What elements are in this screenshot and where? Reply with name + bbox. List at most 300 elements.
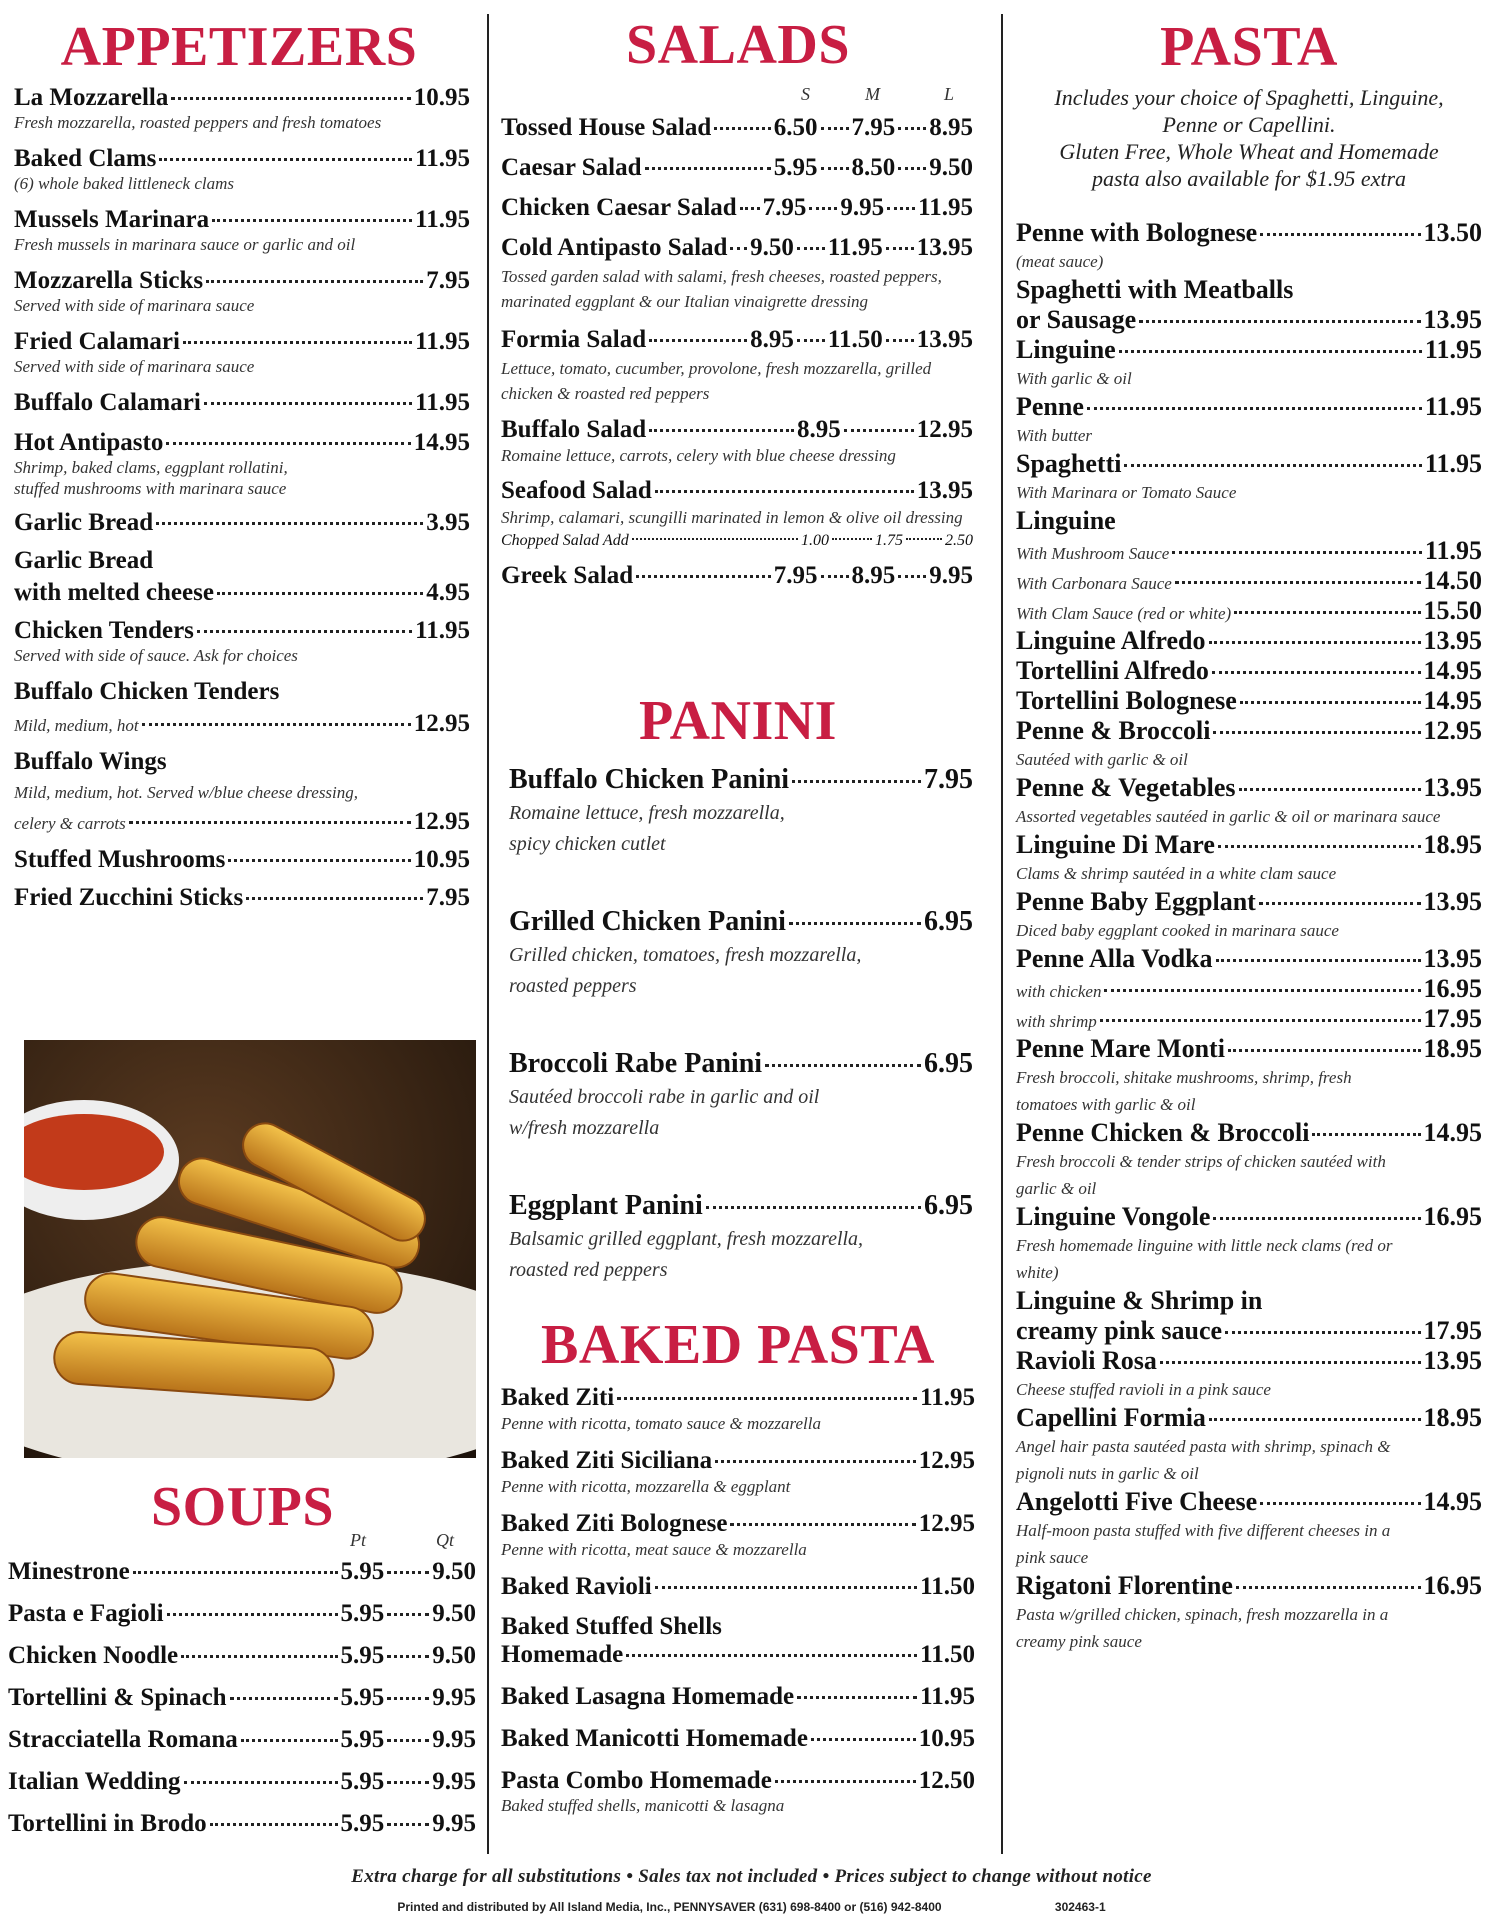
menu-item-price: 11.95 xyxy=(920,1384,975,1411)
menu-item-price: 9.50 xyxy=(929,154,973,181)
leader-dots xyxy=(217,592,423,595)
menu-item-price: 10.95 xyxy=(413,846,470,873)
leader-dots xyxy=(156,522,423,525)
menu-item-name: Angelotti Five Cheese xyxy=(1016,1487,1258,1516)
menu-item-name: Eggplant Panini xyxy=(509,1190,703,1221)
menu-item-name: Caesar Salad xyxy=(501,154,642,181)
menu-item-name: Baked Manicotti Homemade xyxy=(501,1725,808,1752)
leader-dots xyxy=(821,127,849,130)
salad-size-s: S xyxy=(801,84,810,104)
leader-dots xyxy=(1260,1502,1420,1505)
leader-dots xyxy=(246,897,423,900)
menu-item-price: 11.95 xyxy=(415,617,470,644)
pasta-row xyxy=(1016,536,1482,566)
appetizer-row xyxy=(14,710,470,738)
leader-dots xyxy=(626,1654,917,1657)
menu-item-price: 18.95 xyxy=(1423,1403,1482,1432)
menu-item-description: celery & carrots xyxy=(14,814,126,833)
salad-row xyxy=(501,114,973,142)
menu-item-price: 5.95 xyxy=(340,1726,385,1753)
leader-dots xyxy=(387,1781,429,1784)
menu-item-price: 8.95 xyxy=(929,114,973,141)
menu-item-name: Rigatoni Florentine xyxy=(1016,1571,1233,1600)
menu-item-description: Penne with ricotta, mozzarella & eggplant xyxy=(501,1477,791,1496)
soup-size-pt: Pt xyxy=(350,1530,366,1550)
menu-item-price: 11.95 xyxy=(415,389,470,416)
menu-item-description: Half-moon pasta stuffed with five different cheeses in a xyxy=(1016,1521,1391,1540)
menu-item-description: Penne with ricotta, tomato sauce & mozzarella xyxy=(501,1414,821,1433)
menu-item-price: 9.95 xyxy=(432,1726,476,1753)
leader-dots xyxy=(655,490,914,493)
pasta-list xyxy=(1016,218,1482,1655)
menu-item-description: Romaine lettuce, fresh mozzarella, xyxy=(509,802,785,824)
menu-item-price: 9.50 xyxy=(432,1600,476,1627)
menu-item-price: 9.95 xyxy=(929,562,973,589)
pasta-intro-line: Penne or Capellini. xyxy=(1162,112,1336,137)
column-divider-left xyxy=(487,14,489,1854)
menu-item-description: creamy pink sauce xyxy=(1016,1632,1142,1651)
panini-list xyxy=(509,764,973,1286)
leader-dots xyxy=(1225,1331,1420,1334)
pasta-intro-line: pasta also available for $1.95 extra xyxy=(1091,166,1407,191)
menu-item-price: 7.95 xyxy=(851,114,896,141)
pasta-row xyxy=(1016,656,1482,686)
menu-item-name: Tortellini in Brodo xyxy=(8,1810,207,1837)
menu-item-name: Pasta e Fagioli xyxy=(8,1600,164,1627)
menu-item-name: Chopped Salad Add xyxy=(501,532,629,549)
menu-item-price: 12.50 xyxy=(918,1767,975,1794)
menu-item-name: Baked Clams xyxy=(14,145,157,172)
leader-dots xyxy=(387,1697,429,1700)
menu-item-price: 11.95 xyxy=(827,234,883,261)
menu-item-description: Served with side of marinara sauce xyxy=(14,357,255,376)
footer-printed: Printed and distributed by All Island Media, Inc., PENNYSAVER (631) 698-8400 or (516) 942-8400 xyxy=(397,1900,942,1914)
appetizer-row xyxy=(14,389,470,417)
pasta-row xyxy=(1016,1118,1482,1148)
pasta-row xyxy=(1016,716,1482,746)
menu-item-name: creamy pink sauce xyxy=(1016,1316,1223,1345)
menu-item-description: Fresh homemade linguine with little neck clams (red or xyxy=(1016,1236,1393,1255)
menu-item-name: Chicken Caesar Salad xyxy=(501,194,737,221)
menu-item-price: 16.95 xyxy=(1423,1571,1482,1600)
appetizer-row xyxy=(14,206,470,234)
appetizer-name: Garlic Bread xyxy=(14,547,154,574)
appetizer-row xyxy=(14,846,470,874)
salad-row xyxy=(501,416,973,444)
pasta-row xyxy=(1016,887,1482,917)
menu-item-price: 12.95 xyxy=(413,808,470,835)
appetizer-row xyxy=(14,328,470,356)
leader-dots xyxy=(1234,611,1420,614)
menu-item-name: Spaghetti xyxy=(1016,449,1122,478)
menu-item-price: 9.95 xyxy=(432,1684,476,1711)
pasta-row xyxy=(1016,392,1482,422)
menu-item-price: 5.95 xyxy=(340,1600,385,1627)
menu-item-price: 14.95 xyxy=(1423,1118,1482,1147)
menu-item-price: 13.50 xyxy=(1423,218,1482,247)
appetizer-row xyxy=(14,84,470,112)
menu-item-description: Penne with ricotta, meat sauce & mozzarella xyxy=(501,1540,807,1559)
menu-item-name: Tortellini Bolognese xyxy=(1016,686,1237,715)
menu-item-price: 11.50 xyxy=(920,1573,975,1600)
menu-item-price: 12.95 xyxy=(1423,716,1482,745)
pasta-row xyxy=(1016,830,1482,860)
salad-row xyxy=(501,326,973,354)
menu-item-price: 14.95 xyxy=(413,429,470,456)
menu-item-price: 11.95 xyxy=(1424,449,1482,478)
pasta-intro xyxy=(1012,84,1486,192)
footer-printed-line xyxy=(0,1900,1503,1914)
leader-dots xyxy=(898,167,926,170)
leader-dots xyxy=(1260,233,1420,236)
menu-item-price: 9.50 xyxy=(432,1642,476,1669)
leader-dots xyxy=(1212,671,1421,674)
menu-item-description: Fresh mussels in marinara sauce or garlic and oil xyxy=(14,235,356,254)
menu-item-description: pink sauce xyxy=(1016,1548,1089,1567)
salad-row xyxy=(501,532,973,550)
menu-item-price: 12.95 xyxy=(916,416,973,443)
footer-notice: Extra charge for all substitutions • Sales tax not included • Prices subject to change without notice xyxy=(351,1866,1152,1887)
leader-dots xyxy=(821,167,849,170)
leader-dots xyxy=(792,780,921,783)
menu-item-description: garlic & oil xyxy=(1016,1179,1097,1198)
menu-item-price: 10.95 xyxy=(918,1725,975,1752)
menu-item-price: 13.95 xyxy=(1423,1346,1482,1375)
menu-item-price: 7.95 xyxy=(773,562,818,589)
pasta-row xyxy=(1016,596,1482,626)
menu-item-name: Formia Salad xyxy=(501,326,647,353)
appetizer-row xyxy=(14,808,470,836)
menu-item-description: With Marinara or Tomato Sauce xyxy=(1016,483,1237,502)
leader-dots xyxy=(210,1823,338,1826)
pasta-row xyxy=(1016,335,1482,365)
menu-item-name: Stracciatella Romana xyxy=(8,1726,238,1753)
leader-dots xyxy=(832,538,872,540)
menu-item-price: 9.50 xyxy=(432,1558,476,1585)
menu-item-price: 13.95 xyxy=(1423,305,1482,334)
menu-item-description: With Clam Sauce (red or white) xyxy=(1016,604,1232,623)
pasta-row xyxy=(1016,944,1482,974)
menu-item-name: Baked Ravioli xyxy=(501,1573,652,1600)
pasta-row xyxy=(1016,1403,1482,1433)
menu-item-name: Garlic Bread xyxy=(14,509,154,536)
leader-dots xyxy=(1160,1361,1421,1364)
soup-row xyxy=(8,1726,476,1754)
menu-item-name: Tossed House Salad xyxy=(501,114,712,141)
menu-item-description: Sautéed broccoli rabe in garlic and oil xyxy=(509,1086,820,1108)
menu-item-price: 5.95 xyxy=(340,1810,385,1837)
appetizer-name: Buffalo Wings xyxy=(14,748,167,775)
leader-dots xyxy=(775,1780,916,1783)
menu-item-name: Seafood Salad xyxy=(501,477,652,504)
menu-item-description: Assorted vegetables sautéed in garlic & oil or marinara sauce xyxy=(1016,807,1441,826)
leader-dots xyxy=(1100,1019,1421,1022)
soup-list xyxy=(8,1558,476,1838)
menu-item-name: Chicken Tenders xyxy=(14,617,194,644)
pasta-row xyxy=(1016,686,1482,716)
baked-pasta-row xyxy=(501,1767,975,1795)
pasta-name: Spaghetti with Meatballs xyxy=(1016,275,1294,304)
column-divider-right xyxy=(1001,14,1003,1854)
appetizers-heading: APPETIZERS xyxy=(60,16,418,78)
footer-code: 302463-1 xyxy=(1054,1900,1106,1914)
menu-item-description: with chicken xyxy=(1016,982,1102,1001)
leader-dots xyxy=(886,247,914,250)
menu-item-name: Penne with Bolognese xyxy=(1016,218,1258,247)
leader-dots xyxy=(206,280,423,283)
menu-item-description: roasted peppers xyxy=(509,975,637,997)
menu-item-price: 16.95 xyxy=(1423,1202,1482,1231)
menu-item-price: 3.95 xyxy=(426,509,470,536)
pasta-heading: PASTA xyxy=(1160,16,1338,78)
pasta-row xyxy=(1016,773,1482,803)
salad-row xyxy=(501,154,973,182)
menu-item-description: Mild, medium, hot. Served w/blue cheese dressing, xyxy=(14,783,359,802)
leader-dots xyxy=(1104,989,1420,992)
salad-row xyxy=(501,562,973,590)
baked-pasta-row xyxy=(501,1447,975,1475)
appetizer-name: Buffalo Chicken Tenders xyxy=(14,678,280,705)
menu-item-price: 9.95 xyxy=(432,1768,476,1795)
menu-item-description: With Carbonara Sauce xyxy=(1016,574,1172,593)
menu-item-name: Buffalo Salad xyxy=(501,416,647,443)
pasta-row xyxy=(1016,218,1482,248)
menu-item-description: Tossed garden salad with salami, fresh cheeses, roasted peppers, marinated eggplant & our Italian vinaigrette dressing xyxy=(501,267,942,311)
menu-item-price: 17.95 xyxy=(1423,1004,1482,1033)
menu-item-name: Buffalo Calamari xyxy=(14,389,201,416)
pasta-row xyxy=(1016,1034,1482,1064)
leader-dots xyxy=(1175,581,1421,584)
menu-item-description: Grilled chicken, tomatoes, fresh mozzarella, xyxy=(509,944,862,966)
menu-item-description: Sautéed with garlic & oil xyxy=(1016,750,1188,769)
salad-list xyxy=(501,114,973,590)
menu-item-price: 7.95 xyxy=(762,194,807,221)
menu-item-price: 9.95 xyxy=(432,1810,476,1837)
menu-item-price: 4.95 xyxy=(426,579,470,606)
menu-item-price: 7.95 xyxy=(924,764,973,795)
menu-item-price: 16.95 xyxy=(1423,974,1482,1003)
menu-item-name: Homemade xyxy=(501,1641,624,1668)
menu-item-price: 6.95 xyxy=(924,1190,973,1221)
menu-item-price: 11.50 xyxy=(827,326,883,353)
menu-item-description: Fresh mozzarella, roasted peppers and fresh tomatoes xyxy=(14,113,382,132)
leader-dots xyxy=(706,1206,921,1209)
menu-item-name: Baked Ziti xyxy=(501,1384,615,1411)
menu-item-price: 18.95 xyxy=(1423,830,1482,859)
leader-dots xyxy=(212,219,412,222)
appetizer-row xyxy=(14,579,470,607)
menu-item-name: Penne xyxy=(1016,392,1084,421)
menu-item-price: 5.95 xyxy=(340,1684,385,1711)
pasta-row xyxy=(1016,1487,1482,1517)
menu-item-name: Fried Zucchini Sticks xyxy=(14,884,244,911)
menu-item-description: Baked stuffed shells, manicotti & lasagna xyxy=(501,1796,785,1815)
leader-dots xyxy=(129,821,411,824)
baked-pasta-row xyxy=(501,1573,975,1601)
leader-dots xyxy=(1312,1133,1420,1136)
leader-dots xyxy=(171,97,410,100)
pasta-row xyxy=(1016,1346,1482,1376)
menu-item-description: Served with side of marinara sauce xyxy=(14,296,255,315)
menu-item-description: Mild, medium, hot xyxy=(14,716,139,735)
menu-item-name: Hot Antipasto xyxy=(14,429,164,456)
menu-item-description: with shrimp xyxy=(1016,1012,1097,1031)
menu-item-description: Shrimp, baked clams, eggplant rollatini, xyxy=(14,458,288,477)
leader-dots xyxy=(197,630,412,633)
leader-dots xyxy=(632,538,798,540)
panini-row xyxy=(509,764,973,796)
menu-item-price: 11.95 xyxy=(920,1683,975,1710)
mozzarella-sticks-photo xyxy=(24,1040,476,1458)
soup-row xyxy=(8,1600,476,1628)
menu-item-price: 11.95 xyxy=(1424,536,1482,565)
pasta-row xyxy=(1016,1004,1482,1034)
salad-row xyxy=(501,477,973,505)
panini-heading: PANINI xyxy=(639,690,837,752)
salad-row xyxy=(501,194,973,222)
menu-item-price: 10.95 xyxy=(413,84,470,111)
baked-pasta-row xyxy=(501,1384,975,1412)
leader-dots xyxy=(809,207,837,210)
menu-item-name: Linguine xyxy=(1016,335,1116,364)
menu-item-name: with melted cheese xyxy=(14,579,214,606)
menu-item-name: Baked Ziti Bolognese xyxy=(501,1510,728,1537)
menu-item-name: Fried Calamari xyxy=(14,328,180,355)
menu-item-name: Tortellini Alfredo xyxy=(1016,656,1209,685)
leader-dots xyxy=(906,538,942,540)
menu-item-price: 9.50 xyxy=(750,234,794,261)
menu-item-description: With butter xyxy=(1016,426,1093,445)
pasta-name: Linguine xyxy=(1016,506,1116,535)
menu-item-description: Romaine lettuce, carrots, celery with blue cheese dressing xyxy=(501,446,896,465)
baked-pasta-row xyxy=(501,1641,975,1669)
pasta-row xyxy=(1016,566,1482,596)
menu-item-name: Mozzarella Sticks xyxy=(14,267,204,294)
pasta-intro-line: Gluten Free, Whole Wheat and Homemade xyxy=(1059,139,1439,164)
menu-item-name: Baked Lasagna Homemade xyxy=(501,1683,795,1710)
menu-item-price: 13.95 xyxy=(916,477,973,504)
leader-dots xyxy=(1236,1586,1421,1589)
menu-item-name: Penne & Vegetables xyxy=(1016,773,1236,802)
menu-item-name: Stuffed Mushrooms xyxy=(14,846,226,873)
soups-section xyxy=(8,1474,478,1837)
leader-dots xyxy=(142,723,411,726)
leader-dots xyxy=(167,1613,338,1616)
menu-item-price: 14.95 xyxy=(1423,1487,1482,1516)
menu-item-price: 6.95 xyxy=(924,906,973,937)
leader-dots xyxy=(821,575,849,578)
menu-item-name: Cold Antipasto Salad xyxy=(501,234,728,261)
leader-dots xyxy=(649,339,747,342)
leader-dots xyxy=(1124,464,1421,467)
baked-pasta-list xyxy=(501,1384,975,1816)
leader-dots xyxy=(886,339,914,342)
appetizer-row xyxy=(14,617,470,645)
menu-item-price: 12.95 xyxy=(918,1510,975,1537)
menu-item-description: Angel hair pasta sautéed pasta with shrimp, spinach & xyxy=(1016,1437,1391,1456)
menu-item-name: Linguine Alfredo xyxy=(1016,626,1206,655)
menu-item-description: white) xyxy=(1016,1263,1059,1282)
leader-dots xyxy=(740,207,760,210)
leader-dots xyxy=(649,429,794,432)
menu-item-price: 8.50 xyxy=(851,154,896,181)
menu-item-price: 11.95 xyxy=(415,206,470,233)
menu-item-name: Baked Ziti Siciliana xyxy=(501,1447,713,1474)
salads-heading: SALADS xyxy=(626,14,850,76)
menu-item-price: 6.50 xyxy=(773,114,818,141)
soup-row xyxy=(8,1768,476,1796)
menu-item-name: Greek Salad xyxy=(501,562,634,589)
menu-item-name: Tortellini & Spinach xyxy=(8,1684,227,1711)
salad-size-m: M xyxy=(865,84,880,104)
salad-row xyxy=(501,234,973,262)
menu-item-price: 7.95 xyxy=(426,884,470,911)
leader-dots xyxy=(230,1697,338,1700)
menu-item-description: spicy chicken cutlet xyxy=(509,833,666,855)
leader-dots xyxy=(1228,1049,1421,1052)
leader-dots xyxy=(241,1739,338,1742)
leader-dots xyxy=(844,429,914,432)
menu-item-name: Buffalo Chicken Panini xyxy=(509,764,790,795)
menu-item-price: 14.50 xyxy=(1423,566,1482,595)
menu-item-price: 9.95 xyxy=(840,194,885,221)
menu-item-name: Linguine Di Mare xyxy=(1016,830,1215,859)
leader-dots xyxy=(645,167,771,170)
pasta-name: Linguine & Shrimp in xyxy=(1016,1286,1263,1315)
menu-item-description: With garlic & oil xyxy=(1016,369,1132,388)
leader-dots xyxy=(898,575,926,578)
leader-dots xyxy=(730,1523,915,1526)
menu-item-description: Balsamic grilled eggplant, fresh mozzarella, xyxy=(509,1228,864,1250)
baked-pasta-name: Baked Stuffed Shells xyxy=(501,1613,722,1640)
menu-item-price: 12.95 xyxy=(918,1447,975,1474)
leader-dots xyxy=(797,339,825,342)
menu-item-name: Penne Alla Vodka xyxy=(1016,944,1213,973)
menu-item-description: (meat sauce) xyxy=(1016,252,1104,271)
menu-item-price: 11.95 xyxy=(918,194,973,221)
menu-item-name: Penne Baby Eggplant xyxy=(1016,887,1256,916)
menu-item-price: 14.95 xyxy=(1423,686,1482,715)
appetizer-row xyxy=(14,267,470,295)
leader-dots xyxy=(887,207,915,210)
menu-item-description: Diced baby eggplant cooked in marinara sauce xyxy=(1016,921,1339,940)
menu-item-price: 8.95 xyxy=(750,326,794,353)
menu-item-price: 7.95 xyxy=(426,267,470,294)
pasta-row xyxy=(1016,449,1482,479)
leader-dots xyxy=(715,1460,916,1463)
soup-size-qt: Qt xyxy=(436,1530,454,1550)
menu-item-name: or Sausage xyxy=(1016,305,1137,334)
menu-item-price: 13.95 xyxy=(1423,887,1482,916)
menu-item-price: 1.75 xyxy=(875,532,903,549)
leader-dots xyxy=(730,247,747,250)
menu-item-description: Pasta w/grilled chicken, spinach, fresh mozzarella in a xyxy=(1016,1605,1389,1624)
leader-dots xyxy=(714,127,770,130)
leader-dots xyxy=(1139,320,1420,323)
menu-item-description: w/fresh mozzarella xyxy=(509,1117,660,1139)
leader-dots xyxy=(811,1738,916,1741)
leader-dots xyxy=(1119,350,1422,353)
menu-item-price: 13.95 xyxy=(916,326,973,353)
menu-item-description: pignoli nuts in garlic & oil xyxy=(1016,1464,1199,1483)
leader-dots xyxy=(228,859,410,862)
menu-item-name: Broccoli Rabe Panini xyxy=(509,1048,763,1079)
soup-row xyxy=(8,1558,476,1586)
leader-dots xyxy=(184,1781,338,1784)
pasta-row xyxy=(1016,1202,1482,1232)
menu-item-price: 2.50 xyxy=(945,532,973,549)
leader-dots xyxy=(898,127,926,130)
